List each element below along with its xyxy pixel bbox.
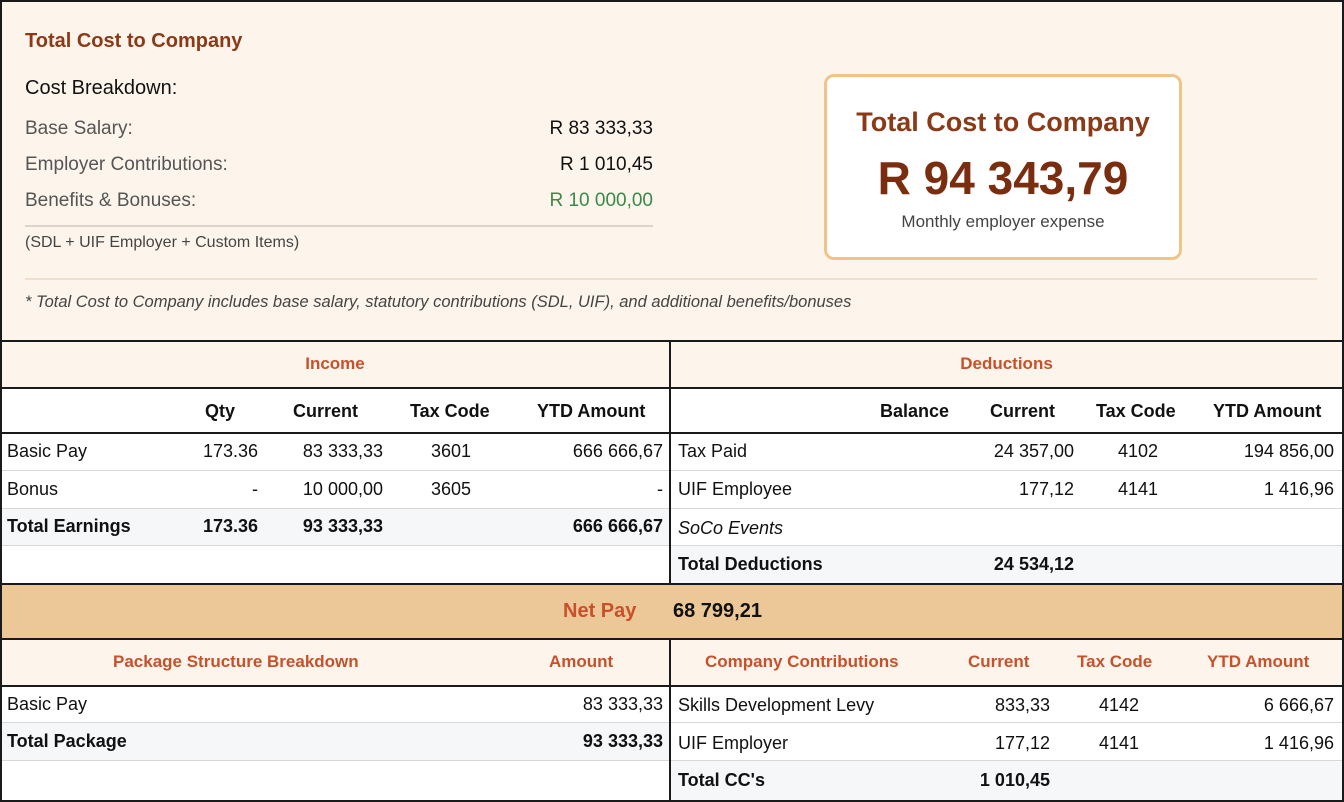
package-amount-header: Amount xyxy=(549,652,614,671)
summary-title: Total Cost to Company xyxy=(25,30,243,52)
company-contributions-title: Company Contributions xyxy=(705,652,899,671)
cc-row-name: Skills Development Levy xyxy=(678,695,875,715)
employer-contributions-label: Employer Contributions: xyxy=(25,154,228,175)
total-cost-card-title: Total Cost to Company xyxy=(856,107,1150,137)
total-cc-label: Total CC's xyxy=(678,770,765,790)
total-deductions-current: 24 534,12 xyxy=(993,554,1074,574)
contributions-note: (SDL + UIF Employer + Custom Items) xyxy=(25,234,300,251)
deduction-row-name: UIF Employee xyxy=(678,479,793,499)
base-salary-value: R 83 333,33 xyxy=(549,118,653,139)
deduction-row-taxcode: 4141 xyxy=(1117,479,1159,499)
income-row-taxcode: 3601 xyxy=(430,441,472,461)
deductions-current-header: Current xyxy=(990,401,1056,421)
total-earnings-current: 93 333,33 xyxy=(302,516,383,536)
deduction-row-ytd: 194 856,00 xyxy=(1243,441,1334,461)
deductions-title: Deductions xyxy=(960,354,1053,373)
cc-row-ytd: 6 666,67 xyxy=(1263,695,1334,715)
cc-taxcode-header: Tax Code xyxy=(1077,652,1153,671)
income-row-qty: - xyxy=(252,479,258,499)
total-cc-current: 1 010,45 xyxy=(979,770,1050,790)
deduction-row-name: SoCo Events xyxy=(678,518,784,538)
cc-row-ytd: 1 416,96 xyxy=(1263,733,1334,753)
deduction-row-current: 177,12 xyxy=(1018,479,1074,499)
benefits-bonuses-value: R 10 000,00 xyxy=(549,190,653,211)
income-row-qty: 173.36 xyxy=(202,441,258,461)
cc-ytd-header: YTD Amount xyxy=(1207,652,1310,671)
income-row-current: 10 000,00 xyxy=(302,479,383,499)
package-title: Package Structure Breakdown xyxy=(113,652,359,671)
income-title: Income xyxy=(305,354,365,373)
net-pay-label: Net Pay xyxy=(563,600,637,622)
deduction-row-name: Tax Paid xyxy=(678,441,748,461)
cc-current-header: Current xyxy=(968,652,1030,671)
income-row-name: Basic Pay xyxy=(7,441,88,461)
deductions-balance-header: Balance xyxy=(880,401,950,421)
total-package-amount: 93 333,33 xyxy=(582,731,663,751)
income-ytd-header: YTD Amount xyxy=(537,401,646,421)
income-taxcode-header: Tax Code xyxy=(410,401,490,421)
total-earnings-ytd: 666 666,67 xyxy=(572,516,663,536)
income-row-taxcode: 3605 xyxy=(430,479,472,499)
employer-contributions-value: R 1 010,45 xyxy=(560,154,653,175)
total-deductions-label: Total Deductions xyxy=(678,554,823,574)
cc-row-taxcode: 4141 xyxy=(1098,733,1140,753)
net-pay-value: 68 799,21 xyxy=(673,600,762,622)
income-qty-header: Qty xyxy=(205,401,236,421)
package-row-name: Basic Pay xyxy=(7,694,88,714)
income-row-current: 83 333,33 xyxy=(302,441,383,461)
cc-row-name: UIF Employer xyxy=(678,733,789,753)
summary-footnote: * Total Cost to Company includes base salary, statutory contributions (SDL, UIF), and additional benefits/bonuses xyxy=(25,293,852,311)
total-cost-caption: Monthly employer expense xyxy=(901,212,1105,231)
cc-row-current: 833,33 xyxy=(994,695,1050,715)
deductions-taxcode-header: Tax Code xyxy=(1096,401,1176,421)
total-cost-amount: R 94 343,79 xyxy=(877,152,1129,204)
package-row-amount: 83 333,33 xyxy=(582,694,663,714)
deductions-ytd-header: YTD Amount xyxy=(1213,401,1322,421)
income-row-name: Bonus xyxy=(7,479,59,499)
income-row-ytd: - xyxy=(657,479,663,499)
income-current-header: Current xyxy=(293,401,359,421)
total-earnings-qty: 173.36 xyxy=(202,516,258,536)
cost-breakdown-title: Cost Breakdown: xyxy=(25,77,178,99)
total-earnings-label: Total Earnings xyxy=(7,516,131,536)
benefits-bonuses-label: Benefits & Bonuses: xyxy=(25,190,197,211)
total-package-label: Total Package xyxy=(7,731,127,751)
deduction-row-ytd: 1 416,96 xyxy=(1263,479,1334,499)
deduction-row-taxcode: 4102 xyxy=(1117,441,1159,461)
deduction-row-current: 24 357,00 xyxy=(993,441,1074,461)
income-row-ytd: 666 666,67 xyxy=(572,441,663,461)
cc-row-taxcode: 4142 xyxy=(1098,695,1140,715)
base-salary-label: Base Salary: xyxy=(25,118,133,139)
cc-row-current: 177,12 xyxy=(994,733,1050,753)
